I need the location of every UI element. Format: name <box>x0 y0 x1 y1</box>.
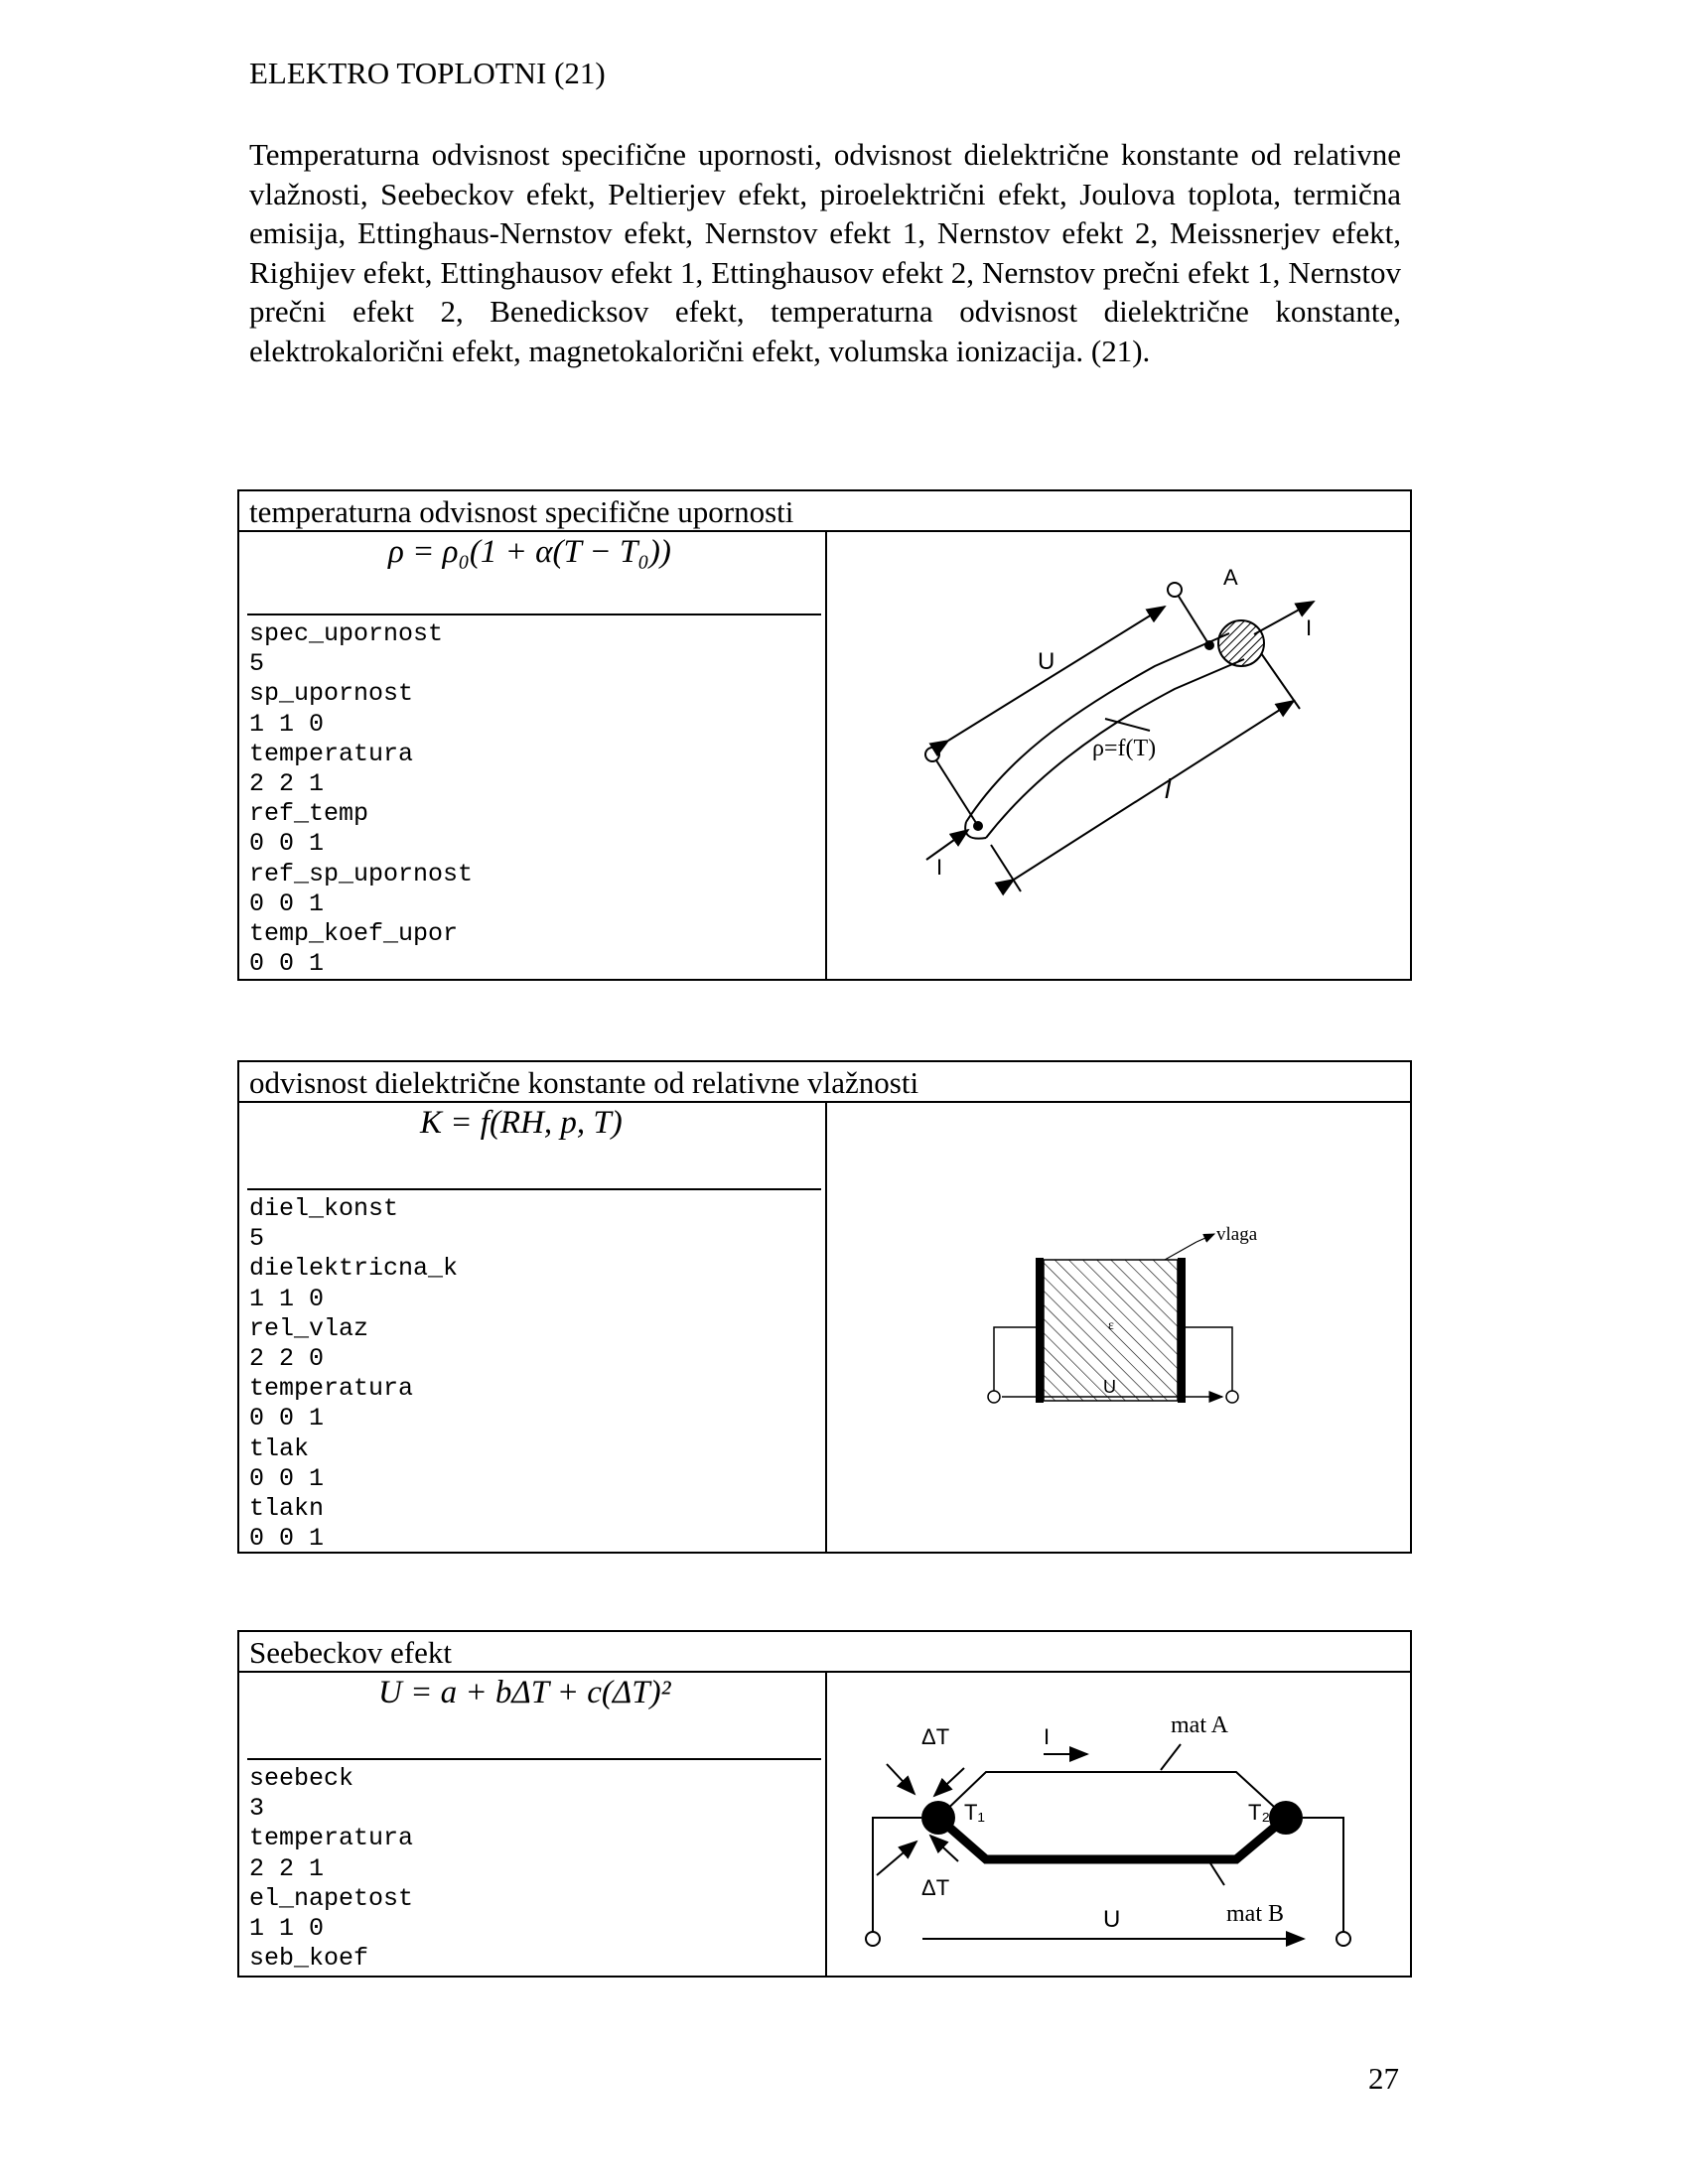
capacitor-diagram <box>827 1103 1408 1552</box>
label-deltaT-top: ΔT <box>921 1724 950 1749</box>
card-title: Seebeckov efekt <box>239 1632 1410 1673</box>
card-title: odvisnost dielektrične konstante od relativne vlažnosti <box>239 1062 1410 1103</box>
formula-divider <box>247 614 821 615</box>
card-left-panel <box>239 1673 827 1976</box>
variable-list: diel_konst 5 dielektricna_k 1 1 0 rel_vlaz 2 2 0 temperatura 0 0 1 tlak 0 0 1 tlakn 0 0 1 <box>249 1194 459 1554</box>
card-title: temperaturna odvisnost specifične upornosti <box>239 491 1410 532</box>
label-I-bottom: I <box>936 855 943 880</box>
variable-list: spec_upornost 5 sp_upornost 1 1 0 temperatura 2 2 1 ref_temp 0 0 1 ref_sp_upornost 0 0 1 temp_koef_upor 0 0 1 <box>249 619 474 979</box>
intro-paragraph: Temperaturna odvisnost specifične upornosti, odvisnost dielektrične konstante od relativne vlažnosti, Seebeckov efekt, Peltierjev efekt, piroelektrični efekt, Joulova toplota, termična emisija, Ettinghaus-Nernstov efekt, Nernstov efekt 1, Nernstov efekt 2, Meissnerjev efekt, Righijev efekt, Ettinghausov efekt 1, Ettinghausov efekt 2, Nernstov prečni efekt 1, Nernstov prečni efekt 2, Benedicksov efekt, temperaturna odvisnost dielektrične konstante, elektrokalorični efekt, magnetokalorični efekt, volumska ionizacija. (21). <box>249 137 1401 368</box>
formula: U = a + bΔT + c(ΔT)² <box>378 1675 671 1710</box>
label-mat-B: mat B <box>1226 1901 1284 1927</box>
formula: ρ = ρ₀(1 + α(T − T₀)) <box>388 534 671 570</box>
label-deltaT-bottom: ΔT <box>921 1875 950 1900</box>
card-left-panel <box>239 1103 827 1552</box>
section-heading: ELEKTRO TOPLOTNI (21) <box>249 56 606 90</box>
thermocouple-diagram <box>827 1673 1408 1976</box>
page-number: 27 <box>1368 2061 1399 2096</box>
label-U: U <box>1038 648 1055 675</box>
card-diagram-panel <box>827 1673 1410 1976</box>
junction-T2-icon <box>1269 1801 1303 1835</box>
label-vlaga: vlaga <box>1216 1224 1258 1245</box>
label-l: l <box>1165 773 1172 804</box>
card-diagram-panel <box>827 1103 1410 1552</box>
label-T2: T₂ <box>1248 1800 1270 1825</box>
variable-list: seebeck 3 temperatura 2 2 1 el_napetost 1 1 0 seb_koef <box>249 1764 414 1974</box>
label-mat-A: mat A <box>1171 1712 1228 1738</box>
label-U: U <box>1103 1906 1121 1933</box>
label-epsilon: ε <box>1108 1318 1114 1333</box>
terminal-A-icon <box>1218 620 1264 666</box>
card-left-panel <box>239 532 827 979</box>
resistivity-diagram <box>827 532 1408 977</box>
formula: K = f(RH, p, T) <box>420 1105 623 1141</box>
effect-card-seebeck <box>237 1630 1412 1978</box>
formula-divider <box>247 1758 821 1760</box>
label-T1: T₁ <box>964 1800 985 1825</box>
effect-card-dielectric-humidity <box>237 1060 1412 1554</box>
card-diagram-panel <box>827 532 1410 979</box>
formula-divider <box>247 1188 821 1190</box>
label-I-top: I <box>1306 615 1313 640</box>
label-A: A <box>1223 565 1238 590</box>
junction-T1-icon <box>921 1801 955 1835</box>
label-U: U <box>1103 1377 1116 1397</box>
label-rho: ρ=f(T) <box>1092 736 1157 761</box>
label-I: I <box>1044 1724 1051 1749</box>
effect-card-resistivity <box>237 489 1412 981</box>
